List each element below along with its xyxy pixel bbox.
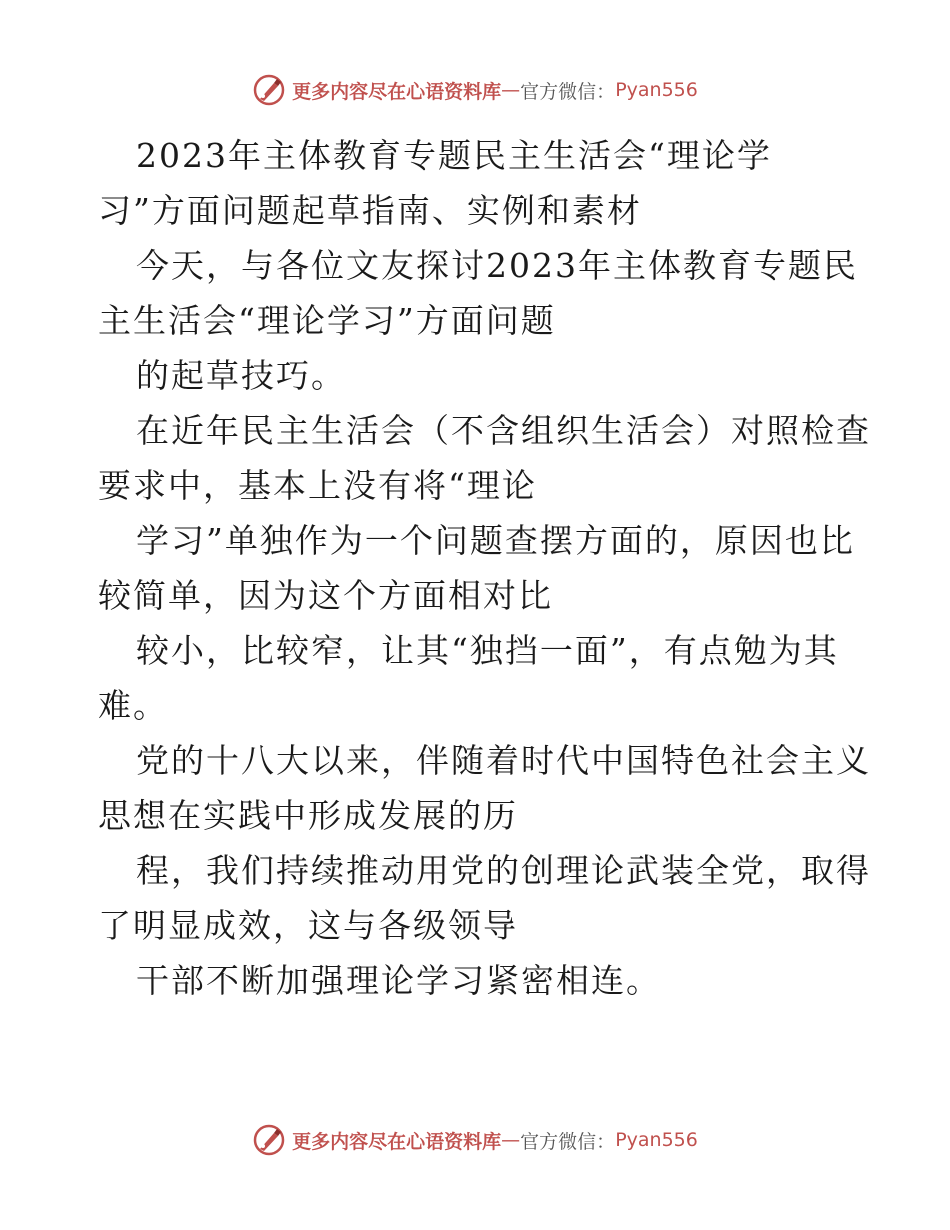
pen-logo-icon <box>252 73 286 107</box>
banner-wechat-id: Pyan556 <box>615 1129 698 1151</box>
doc-line: 较小，比较窄，让其“独挡一面”，有点勉为其 <box>136 631 839 670</box>
doc-line: 2023年主体教育专题民主生活会“理论学 <box>136 136 772 175</box>
doc-line: 在近年民主生活会（不含组织生活会）对照检查 <box>136 411 871 450</box>
doc-line: 要求中，基本上没有将“理论 <box>98 466 537 505</box>
footer-banner <box>0 1120 950 1160</box>
doc-line: 主生活会“理论学习”方面问题 <box>98 301 556 340</box>
pen-logo-icon <box>252 1123 286 1157</box>
doc-line: 了明显成效，这与各级领导 <box>98 906 518 945</box>
doc-line: 学习”单独作为一个问题查摆方面的，原因也比 <box>136 521 855 560</box>
banner-separator: — <box>501 79 521 101</box>
doc-line: 习”方面问题起草指南、实例和素材 <box>98 191 642 230</box>
doc-line: 今天，与各位文友探讨2023年主体教育专题民 <box>136 246 858 285</box>
banner-wechat-id: Pyan556 <box>615 79 698 101</box>
doc-line: 较简单，因为这个方面相对比 <box>98 576 553 615</box>
doc-line: 党的十八大以来，伴随着时代中国特色社会主义 <box>136 741 871 780</box>
doc-line: 的起草技巧。 <box>136 356 346 395</box>
banner-label: 官方微信： <box>520 1130 616 1153</box>
doc-line: 干部不断加强理论学习紧密相连。 <box>136 961 661 1000</box>
banner-label: 官方微信： <box>520 80 616 103</box>
doc-line: 难。 <box>98 686 168 725</box>
doc-line: 思想在实践中形成发展的历 <box>98 796 518 835</box>
banner-separator: — <box>501 1129 521 1151</box>
doc-line: 程，我们持续推动用党的创理论武装全党，取得 <box>136 851 871 890</box>
banner-brand: 更多内容尽在心语资料库 <box>292 1130 502 1153</box>
header-banner <box>0 70 950 110</box>
document-body <box>98 128 871 1008</box>
banner-brand: 更多内容尽在心语资料库 <box>292 80 502 103</box>
